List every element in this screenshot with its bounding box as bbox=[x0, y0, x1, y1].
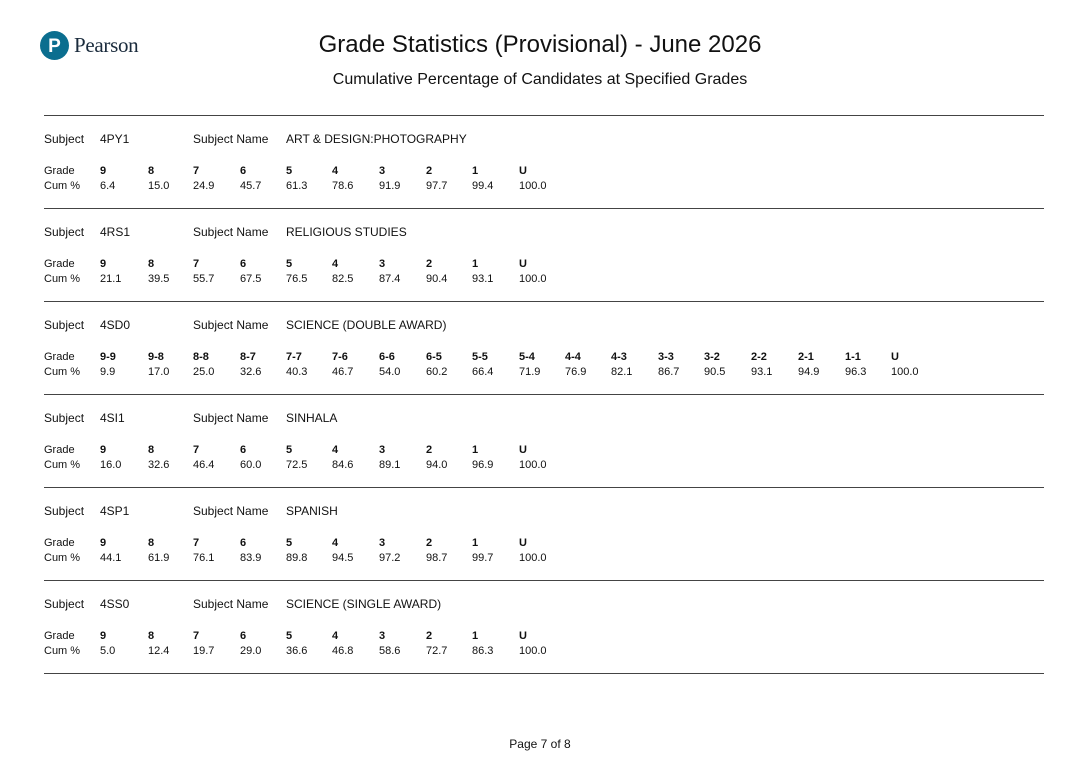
subject-name-label: Subject Name bbox=[193, 504, 269, 518]
cum-cell: 72.5 bbox=[286, 459, 308, 471]
cum-cell: 97.7 bbox=[426, 180, 448, 192]
cum-cell: 6.4 bbox=[100, 180, 116, 192]
cum-cell: 84.6 bbox=[332, 459, 354, 471]
grade-cell: U bbox=[519, 537, 527, 549]
grade-cell: 8 bbox=[148, 444, 155, 456]
grade-cell: 4-3 bbox=[611, 351, 627, 363]
cum-cell: 87.4 bbox=[379, 273, 401, 285]
logo-text: Pearson bbox=[74, 33, 139, 57]
grade-cell: 1 bbox=[472, 630, 479, 642]
cum-cell: 67.5 bbox=[240, 273, 262, 285]
cum-cell: 76.9 bbox=[565, 366, 587, 378]
cum-label: Cum % bbox=[44, 366, 81, 378]
cum-cell: 89.8 bbox=[286, 552, 308, 564]
subject-label: Subject bbox=[44, 504, 85, 518]
grade-cell: 1-1 bbox=[845, 351, 861, 363]
grade-cell: U bbox=[519, 258, 527, 270]
cum-cell: 89.1 bbox=[379, 459, 401, 471]
grade-cell: 6 bbox=[240, 630, 247, 642]
grade-cell: 7 bbox=[193, 258, 200, 270]
grade-cell: U bbox=[519, 444, 527, 456]
grade-cell: 2-2 bbox=[751, 351, 767, 363]
grade-cell: 7-6 bbox=[332, 351, 348, 363]
cum-cell: 71.9 bbox=[519, 366, 541, 378]
grade-cell: 9 bbox=[100, 165, 107, 177]
cum-label: Cum % bbox=[44, 552, 81, 564]
grade-cell: 4 bbox=[332, 444, 339, 456]
grade-cell: 7 bbox=[193, 165, 200, 177]
cum-cell: 100.0 bbox=[519, 180, 547, 192]
cum-cell: 76.5 bbox=[286, 273, 308, 285]
svg-text:P: P bbox=[48, 36, 61, 57]
grade-cell: 9-8 bbox=[148, 351, 164, 363]
subject-code: 4SP1 bbox=[100, 504, 130, 518]
grade-cell: 8 bbox=[148, 258, 155, 270]
subject-name-label: Subject Name bbox=[193, 597, 269, 611]
cum-cell: 16.0 bbox=[100, 459, 122, 471]
subject-name: RELIGIOUS STUDIES bbox=[286, 225, 407, 239]
grade-cell: 2 bbox=[426, 630, 433, 642]
cum-cell: 100.0 bbox=[519, 459, 547, 471]
subject-block bbox=[44, 302, 1044, 395]
grade-cell: 2 bbox=[426, 165, 433, 177]
page-number: Page 7 of 8 bbox=[509, 737, 571, 751]
cum-cell: 91.9 bbox=[379, 180, 401, 192]
cum-cell: 97.2 bbox=[379, 552, 401, 564]
cum-cell: 32.6 bbox=[148, 459, 170, 471]
cum-cell: 24.9 bbox=[193, 180, 215, 192]
grade-cell: 2 bbox=[426, 258, 433, 270]
grade-cell: 5 bbox=[286, 258, 293, 270]
cum-cell: 86.7 bbox=[658, 366, 680, 378]
cum-cell: 100.0 bbox=[519, 552, 547, 564]
cum-cell: 32.6 bbox=[240, 366, 262, 378]
grade-cell: U bbox=[891, 351, 899, 363]
cum-cell: 61.3 bbox=[286, 180, 308, 192]
grade-cell: 3 bbox=[379, 630, 386, 642]
grade-cell: 2 bbox=[426, 537, 433, 549]
cum-label: Cum % bbox=[44, 180, 81, 192]
page-title: Grade Statistics (Provisional) - June 2026 bbox=[318, 31, 762, 58]
cum-cell: 99.4 bbox=[472, 180, 494, 192]
grade-cell: 6-6 bbox=[379, 351, 395, 363]
subject-label: Subject bbox=[44, 225, 85, 239]
cum-cell: 76.1 bbox=[193, 552, 215, 564]
cum-cell: 5.0 bbox=[100, 645, 116, 657]
grade-cell: 9 bbox=[100, 630, 107, 642]
subject-block bbox=[44, 395, 1044, 488]
grade-cell: 5-5 bbox=[472, 351, 488, 363]
subject-name: SCIENCE (DOUBLE AWARD) bbox=[286, 318, 447, 332]
cum-cell: 46.8 bbox=[332, 645, 354, 657]
cum-cell: 15.0 bbox=[148, 180, 170, 192]
cum-cell: 82.1 bbox=[611, 366, 633, 378]
grade-label: Grade bbox=[44, 351, 75, 363]
grade-cell: 8 bbox=[148, 630, 155, 642]
cum-cell: 93.1 bbox=[751, 366, 773, 378]
cum-cell: 60.0 bbox=[240, 459, 262, 471]
cum-cell: 12.4 bbox=[148, 645, 170, 657]
cum-cell: 39.5 bbox=[148, 273, 170, 285]
subject-name-label: Subject Name bbox=[193, 225, 269, 239]
cum-cell: 44.1 bbox=[100, 552, 122, 564]
grade-label: Grade bbox=[44, 537, 75, 549]
cum-cell: 9.9 bbox=[100, 366, 116, 378]
grade-cell: 4 bbox=[332, 630, 339, 642]
grade-cell: 5 bbox=[286, 537, 293, 549]
grade-cell: 5 bbox=[286, 444, 293, 456]
cum-cell: 46.4 bbox=[193, 459, 215, 471]
grade-cell: 7-7 bbox=[286, 351, 302, 363]
subject-name-label: Subject Name bbox=[193, 318, 269, 332]
cum-cell: 66.4 bbox=[472, 366, 494, 378]
subject-name: ART & DESIGN:PHOTOGRAPHY bbox=[286, 132, 467, 146]
pearson-logo-icon bbox=[40, 31, 69, 60]
subject-label: Subject bbox=[44, 597, 85, 611]
grade-cell: 4-4 bbox=[565, 351, 581, 363]
cum-cell: 21.1 bbox=[100, 273, 122, 285]
cum-cell: 100.0 bbox=[519, 645, 547, 657]
grade-label: Grade bbox=[44, 258, 75, 270]
subject-block bbox=[44, 581, 1044, 674]
subject-code: 4SI1 bbox=[100, 411, 125, 425]
subject-label: Subject bbox=[44, 132, 85, 146]
subject-code: 4RS1 bbox=[100, 225, 131, 239]
divider bbox=[44, 673, 1044, 674]
grade-cell: 5 bbox=[286, 165, 293, 177]
cum-cell: 61.9 bbox=[148, 552, 170, 564]
cum-cell: 40.3 bbox=[286, 366, 308, 378]
grade-cell: 9-9 bbox=[100, 351, 116, 363]
subject-block bbox=[44, 209, 1044, 302]
cum-cell: 86.3 bbox=[472, 645, 494, 657]
pearson-logo bbox=[40, 31, 138, 60]
cum-label: Cum % bbox=[44, 459, 81, 471]
grade-cell: 5-4 bbox=[519, 351, 535, 363]
subject-name: SCIENCE (SINGLE AWARD) bbox=[286, 597, 442, 611]
cum-cell: 98.7 bbox=[426, 552, 448, 564]
grade-cell: 3-2 bbox=[704, 351, 720, 363]
subject-block bbox=[44, 488, 1044, 581]
grade-cell: 3-3 bbox=[658, 351, 674, 363]
cum-cell: 96.3 bbox=[845, 366, 867, 378]
grade-cell: 7 bbox=[193, 630, 200, 642]
grade-cell: 8-7 bbox=[240, 351, 256, 363]
cum-cell: 55.7 bbox=[193, 273, 215, 285]
grade-cell: 1 bbox=[472, 165, 479, 177]
subject-name-label: Subject Name bbox=[193, 132, 269, 146]
grade-cell: 8 bbox=[148, 537, 155, 549]
subject-code: 4SD0 bbox=[100, 318, 131, 332]
grade-cell: 2 bbox=[426, 444, 433, 456]
cum-cell: 29.0 bbox=[240, 645, 262, 657]
cum-cell: 94.0 bbox=[426, 459, 448, 471]
grade-cell: 9 bbox=[100, 258, 107, 270]
cum-cell: 45.7 bbox=[240, 180, 262, 192]
cum-cell: 58.6 bbox=[379, 645, 401, 657]
subject-name: SINHALA bbox=[286, 411, 338, 425]
grade-cell: 6 bbox=[240, 444, 247, 456]
grade-cell: 3 bbox=[379, 537, 386, 549]
subject-name-label: Subject Name bbox=[193, 411, 269, 425]
subject-code: 4SS0 bbox=[100, 597, 130, 611]
cum-cell: 25.0 bbox=[193, 366, 215, 378]
cum-label: Cum % bbox=[44, 273, 81, 285]
grade-cell: 6 bbox=[240, 537, 247, 549]
grade-label: Grade bbox=[44, 630, 75, 642]
grade-cell: 8-8 bbox=[193, 351, 209, 363]
grade-cell: 1 bbox=[472, 258, 479, 270]
subject-block bbox=[44, 116, 1044, 209]
subject-label: Subject bbox=[44, 411, 85, 425]
grade-cell: 7 bbox=[193, 537, 200, 549]
grade-cell: 3 bbox=[379, 258, 386, 270]
cum-cell: 72.7 bbox=[426, 645, 448, 657]
grade-cell: 6-5 bbox=[426, 351, 442, 363]
grade-label: Grade bbox=[44, 165, 75, 177]
grade-cell: 4 bbox=[332, 537, 339, 549]
cum-cell: 90.4 bbox=[426, 273, 448, 285]
cum-cell: 100.0 bbox=[519, 273, 547, 285]
cum-cell: 100.0 bbox=[891, 366, 919, 378]
grade-cell: 2-1 bbox=[798, 351, 814, 363]
grade-cell: 8 bbox=[148, 165, 155, 177]
cum-label: Cum % bbox=[44, 645, 81, 657]
grade-cell: 3 bbox=[379, 444, 386, 456]
cum-cell: 19.7 bbox=[193, 645, 215, 657]
cum-cell: 46.7 bbox=[332, 366, 354, 378]
grade-cell: 1 bbox=[472, 537, 479, 549]
cum-cell: 94.5 bbox=[332, 552, 354, 564]
grade-cell: 6 bbox=[240, 165, 247, 177]
cum-cell: 96.9 bbox=[472, 459, 494, 471]
grade-label: Grade bbox=[44, 444, 75, 456]
cum-cell: 90.5 bbox=[704, 366, 726, 378]
cum-cell: 83.9 bbox=[240, 552, 262, 564]
cum-cell: 99.7 bbox=[472, 552, 494, 564]
subject-label: Subject bbox=[44, 318, 85, 332]
grade-cell: 1 bbox=[472, 444, 479, 456]
page-subtitle: Cumulative Percentage of Candidates at Specified Grades bbox=[332, 71, 748, 88]
cum-cell: 17.0 bbox=[148, 366, 170, 378]
cum-cell: 82.5 bbox=[332, 273, 354, 285]
grade-cell: 9 bbox=[100, 537, 107, 549]
cum-cell: 93.1 bbox=[472, 273, 494, 285]
grade-cell: 5 bbox=[286, 630, 293, 642]
cum-cell: 36.6 bbox=[286, 645, 308, 657]
cum-cell: 94.9 bbox=[798, 366, 820, 378]
cum-cell: 60.2 bbox=[426, 366, 448, 378]
grade-cell: U bbox=[519, 630, 527, 642]
grade-cell: 4 bbox=[332, 165, 339, 177]
cum-cell: 78.6 bbox=[332, 180, 354, 192]
grade-cell: 7 bbox=[193, 444, 200, 456]
grade-cell: 3 bbox=[379, 165, 386, 177]
grade-cell: 6 bbox=[240, 258, 247, 270]
grade-cell: 4 bbox=[332, 258, 339, 270]
cum-cell: 54.0 bbox=[379, 366, 401, 378]
grade-cell: 9 bbox=[100, 444, 107, 456]
grade-cell: U bbox=[519, 165, 527, 177]
subject-code: 4PY1 bbox=[100, 132, 130, 146]
subject-name: SPANISH bbox=[286, 504, 338, 518]
